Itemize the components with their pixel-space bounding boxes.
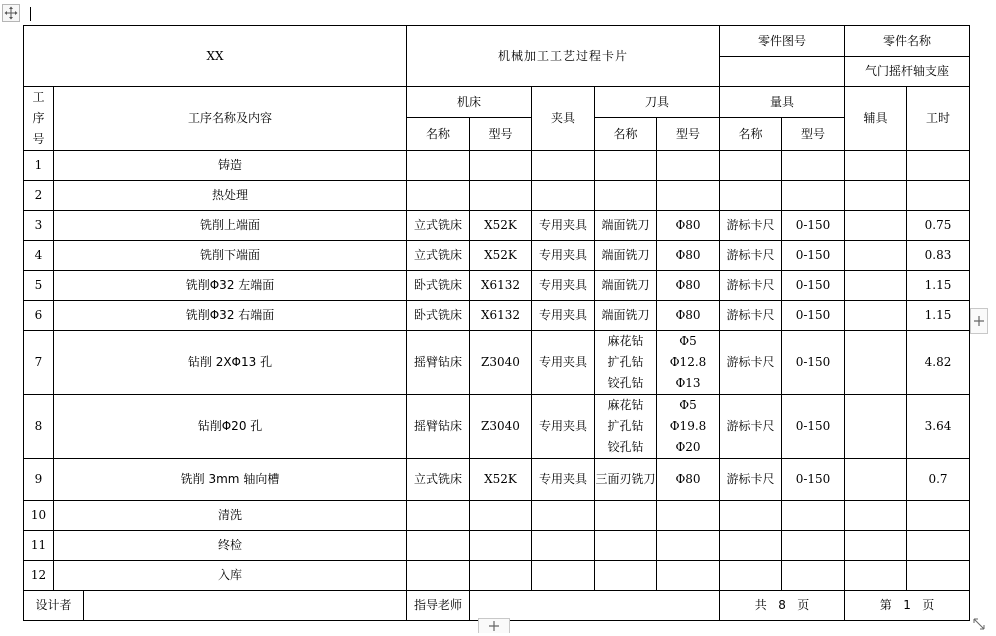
designer-label: 设计者 [24, 591, 84, 621]
advisor-label: 指导老师 [407, 591, 470, 621]
row-fixture[interactable]: 专用夹具 [532, 241, 595, 271]
row-machine-model[interactable] [470, 561, 532, 591]
row-operation[interactable]: 钻削 2XΦ13 孔 [54, 331, 407, 395]
row-tool-model[interactable] [657, 531, 720, 561]
row-aux[interactable] [845, 331, 907, 395]
row-machine-name[interactable] [407, 151, 470, 181]
machine-model-subheader: 型号 [470, 118, 532, 151]
add-column-button[interactable] [970, 308, 988, 334]
row-tool-name[interactable]: 麻花钻 扩孔钻 铰孔钻 [595, 395, 657, 459]
row-aux[interactable] [845, 459, 907, 501]
row-tool-model[interactable]: Φ80 [657, 301, 720, 331]
row-gauge-model[interactable] [782, 151, 845, 181]
table-row [24, 151, 970, 181]
row-no: 9 [24, 459, 54, 501]
table-move-handle[interactable] [2, 4, 20, 22]
row-tool-name[interactable] [595, 531, 657, 561]
row-aux[interactable] [845, 301, 907, 331]
total-pages: 共 8 页 [720, 591, 845, 621]
row-gauge-name[interactable] [720, 531, 782, 561]
row-fixture[interactable]: 专用夹具 [532, 271, 595, 301]
table-row [24, 211, 970, 241]
table-row [24, 501, 970, 531]
row-fixture[interactable]: 专用夹具 [532, 331, 595, 395]
row-time[interactable]: 0.75 [907, 211, 970, 241]
row-time[interactable]: 0.7 [907, 459, 970, 501]
row-tool-name[interactable] [595, 501, 657, 531]
table-row [24, 561, 970, 591]
row-machine-name[interactable] [407, 561, 470, 591]
table-row [24, 271, 970, 301]
row-time[interactable] [907, 151, 970, 181]
row-tool-name[interactable] [595, 151, 657, 181]
row-tool-model[interactable] [657, 561, 720, 591]
row-machine-model[interactable] [470, 151, 532, 181]
row-aux[interactable] [845, 151, 907, 181]
row-machine-model[interactable]: X52K [470, 241, 532, 271]
row-gauge-model[interactable]: 0-150 [782, 301, 845, 331]
row-gauge-model[interactable] [782, 561, 845, 591]
fixture-header: 夹具 [532, 87, 595, 151]
row-tool-model[interactable]: Φ80 [657, 459, 720, 501]
row-operation[interactable]: 铣削Φ32 左端面 [54, 271, 407, 301]
plus-icon [974, 316, 984, 326]
row-gauge-model[interactable]: 0-150 [782, 331, 845, 395]
row-no: 10 [24, 501, 54, 531]
row-tool-name[interactable]: 麻花钻 扩孔钻 铰孔钻 [595, 331, 657, 395]
row-operation[interactable]: 铣削上端面 [54, 211, 407, 241]
row-tool-name[interactable]: 三面刃铣刀 [595, 459, 657, 501]
row-machine-model[interactable] [470, 531, 532, 561]
row-aux[interactable] [845, 561, 907, 591]
row-machine-name[interactable]: 卧式铣床 [407, 271, 470, 301]
current-page: 第 1 页 [845, 591, 970, 621]
row-time[interactable] [907, 531, 970, 561]
row-fixture[interactable]: 专用夹具 [532, 395, 595, 459]
row-gauge-name[interactable]: 游标卡尺 [720, 241, 782, 271]
row-operation[interactable]: 铣削Φ32 右端面 [54, 301, 407, 331]
table-row [24, 301, 970, 331]
row-tool-model[interactable] [657, 181, 720, 211]
row-tool-model[interactable]: Φ80 [657, 271, 720, 301]
row-no: 2 [24, 181, 54, 211]
row-no: 8 [24, 395, 54, 459]
row-time[interactable] [907, 181, 970, 211]
row-machine-model[interactable]: Z3040 [470, 395, 532, 459]
row-gauge-name[interactable]: 游标卡尺 [720, 211, 782, 241]
row-machine-name[interactable] [407, 531, 470, 561]
row-time[interactable] [907, 561, 970, 591]
row-operation[interactable]: 入库 [54, 561, 407, 591]
table-row [24, 395, 970, 459]
operation-header: 工序名称及内容 [54, 87, 407, 151]
row-machine-model[interactable] [470, 501, 532, 531]
row-fixture[interactable]: 专用夹具 [532, 301, 595, 331]
row-fixture[interactable]: 专用夹具 [532, 459, 595, 501]
row-tool-name[interactable] [595, 561, 657, 591]
row-aux[interactable] [845, 531, 907, 561]
row-gauge-model[interactable]: 0-150 [782, 271, 845, 301]
row-operation[interactable]: 铸造 [54, 151, 407, 181]
row-gauge-name[interactable] [720, 501, 782, 531]
row-gauge-model[interactable]: 0-150 [782, 211, 845, 241]
gauge-model-subheader: 型号 [782, 118, 845, 151]
row-gauge-name[interactable]: 游标卡尺 [720, 271, 782, 301]
seq-header: 工 序 号 [24, 87, 54, 151]
card-title: 机械加工工艺过程卡片 [407, 26, 720, 87]
row-no: 1 [24, 151, 54, 181]
row-tool-model[interactable]: Φ80 [657, 211, 720, 241]
row-fixture[interactable] [532, 181, 595, 211]
row-operation[interactable]: 热处理 [54, 181, 407, 211]
row-machine-model[interactable]: Z3040 [470, 331, 532, 395]
row-tool-model[interactable]: Φ5 Φ19.8 Φ20 [657, 395, 720, 459]
row-no: 3 [24, 211, 54, 241]
row-tool-name[interactable]: 端面铣刀 [595, 211, 657, 241]
row-gauge-model[interactable]: 0-150 [782, 459, 845, 501]
row-fixture[interactable] [532, 561, 595, 591]
row-tool-name[interactable] [595, 181, 657, 211]
row-gauge-name[interactable]: 游标卡尺 [720, 301, 782, 331]
tool-model-subheader: 型号 [657, 118, 720, 151]
row-fixture[interactable] [532, 151, 595, 181]
row-fixture[interactable]: 专用夹具 [532, 211, 595, 241]
row-fixture[interactable] [532, 501, 595, 531]
text-cursor [30, 7, 31, 21]
table-row [24, 241, 970, 271]
resize-diagonal-icon [971, 616, 987, 632]
row-tool-name[interactable]: 端面铣刀 [595, 301, 657, 331]
row-operation[interactable]: 钻削Φ20 孔 [54, 395, 407, 459]
row-machine-model[interactable]: X6132 [470, 271, 532, 301]
row-gauge-model[interactable]: 0-150 [782, 241, 845, 271]
machine-name-subheader: 名称 [407, 118, 470, 151]
add-row-button[interactable] [478, 618, 510, 633]
row-tool-model[interactable]: Φ80 [657, 241, 720, 271]
row-aux[interactable] [845, 501, 907, 531]
row-time[interactable]: 1.15 [907, 271, 970, 301]
row-gauge-model[interactable] [782, 501, 845, 531]
row-time[interactable]: 3.64 [907, 395, 970, 459]
row-gauge-model[interactable] [782, 181, 845, 211]
row-operation[interactable]: 铣削 3mm 轴向槽 [54, 459, 407, 501]
row-gauge-name[interactable]: 游标卡尺 [720, 395, 782, 459]
row-no: 11 [24, 531, 54, 561]
machine-header: 机床 [407, 87, 532, 118]
row-machine-name[interactable] [407, 501, 470, 531]
row-time[interactable]: 0.83 [907, 241, 970, 271]
row-tool-name[interactable]: 端面铣刀 [595, 241, 657, 271]
row-no: 12 [24, 561, 54, 591]
gauge-name-subheader: 名称 [720, 118, 782, 151]
move-arrows-icon [4, 6, 18, 20]
advisor-value[interactable] [470, 591, 720, 621]
row-tool-model[interactable] [657, 151, 720, 181]
aux-header: 辅具 [845, 87, 907, 151]
process-card-table [23, 25, 970, 621]
table-row [24, 459, 970, 501]
part-name-value[interactable]: 气门摇杆轴支座 [845, 57, 970, 87]
table-row [24, 531, 970, 561]
row-aux[interactable] [845, 395, 907, 459]
tool-name-subheader: 名称 [595, 118, 657, 151]
row-machine-model[interactable]: X52K [470, 211, 532, 241]
row-aux[interactable] [845, 271, 907, 301]
row-gauge-name[interactable]: 游标卡尺 [720, 459, 782, 501]
row-machine-model[interactable] [470, 181, 532, 211]
company-name: XX [24, 26, 407, 87]
time-header: 工时 [907, 87, 970, 151]
row-tool-model[interactable]: Φ5 Φ12.8 Φ13 [657, 331, 720, 395]
row-operation[interactable]: 铣削下端面 [54, 241, 407, 271]
row-gauge-model[interactable] [782, 531, 845, 561]
table-row [24, 331, 970, 395]
part-drawing-no-value[interactable] [720, 57, 845, 87]
row-no: 5 [24, 271, 54, 301]
row-gauge-name[interactable] [720, 561, 782, 591]
row-machine-model[interactable]: X6132 [470, 301, 532, 331]
row-aux[interactable] [845, 241, 907, 271]
row-time[interactable] [907, 501, 970, 531]
row-machine-name[interactable]: 立式铣床 [407, 211, 470, 241]
row-tool-model[interactable] [657, 501, 720, 531]
table-resize-handle[interactable] [971, 616, 987, 632]
footer-row [24, 591, 970, 621]
row-gauge-name[interactable]: 游标卡尺 [720, 331, 782, 395]
designer-value[interactable] [84, 591, 407, 621]
row-operation[interactable]: 终检 [54, 531, 407, 561]
row-aux[interactable] [845, 211, 907, 241]
table-row [24, 181, 970, 211]
row-machine-model[interactable]: X52K [470, 459, 532, 501]
plus-icon [489, 621, 499, 631]
row-machine-name[interactable]: 立式铣床 [407, 459, 470, 501]
row-no: 6 [24, 301, 54, 331]
row-machine-name[interactable]: 卧式铣床 [407, 301, 470, 331]
row-gauge-name[interactable] [720, 151, 782, 181]
row-gauge-model[interactable]: 0-150 [782, 395, 845, 459]
row-machine-name[interactable] [407, 181, 470, 211]
row-machine-name[interactable]: 立式铣床 [407, 241, 470, 271]
part-name-label: 零件名称 [845, 26, 970, 57]
row-fixture[interactable] [532, 531, 595, 561]
row-operation[interactable]: 清洗 [54, 501, 407, 531]
row-no: 4 [24, 241, 54, 271]
row-gauge-name[interactable] [720, 181, 782, 211]
row-machine-name[interactable]: 摇臂钻床 [407, 395, 470, 459]
part-drawing-no-label: 零件图号 [720, 26, 845, 57]
row-machine-name[interactable]: 摇臂钻床 [407, 331, 470, 395]
row-time[interactable]: 4.82 [907, 331, 970, 395]
row-time[interactable]: 1.15 [907, 301, 970, 331]
row-no: 7 [24, 331, 54, 395]
tool-header: 刀具 [595, 87, 720, 118]
row-tool-name[interactable]: 端面铣刀 [595, 271, 657, 301]
row-aux[interactable] [845, 181, 907, 211]
gauge-header: 量具 [720, 87, 845, 118]
